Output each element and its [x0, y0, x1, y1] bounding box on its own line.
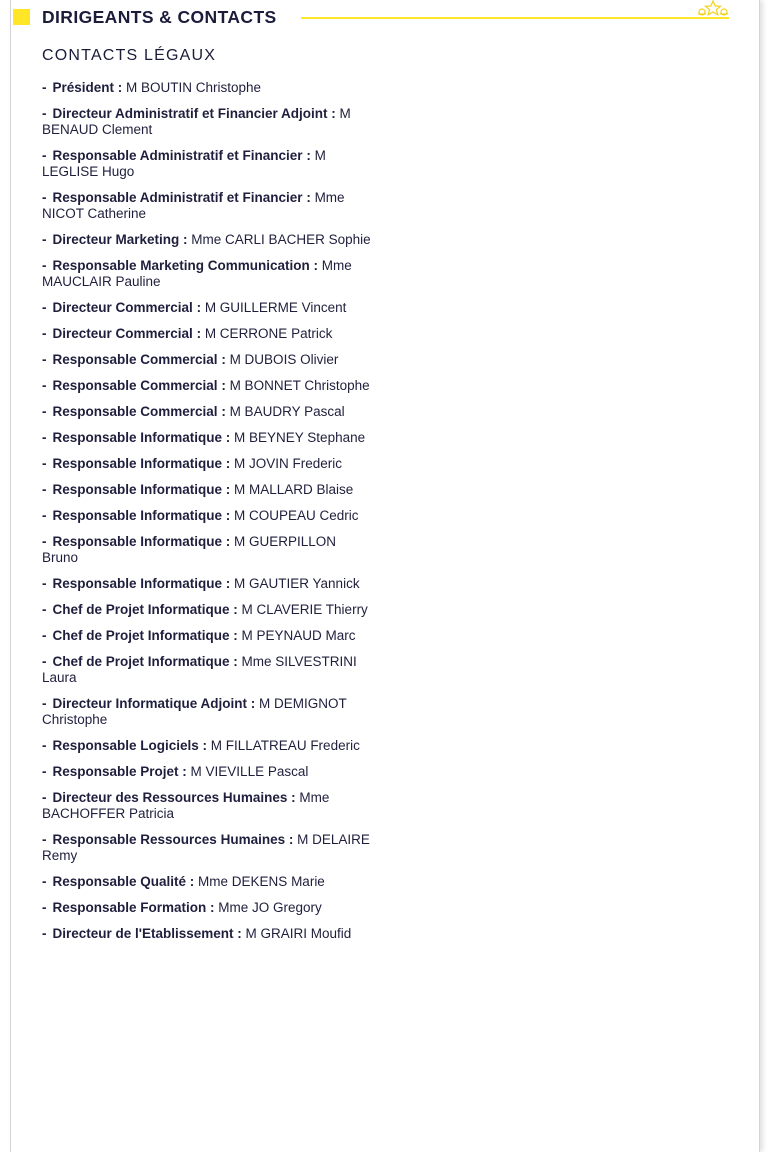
- stars-icon: [696, 0, 730, 18]
- role-separator: :: [198, 738, 211, 753]
- contact-name: M COUPEAU Cedric: [234, 508, 359, 523]
- contact-name: M DELAIRE Remy: [42, 832, 370, 863]
- contact-item: [42, 790, 374, 822]
- contact-item: [42, 106, 374, 138]
- bullet-dash: -: [42, 232, 47, 247]
- contact-role: Directeur Marketing: [52, 232, 180, 247]
- contact-role: Chef de Projet Informatique: [52, 602, 230, 617]
- contact-name: M BEYNEY Stephane: [234, 430, 366, 445]
- contact-role: Directeur de l'Etablissement: [52, 926, 234, 941]
- contact-role: Responsable Marketing Communication: [52, 258, 310, 273]
- role-separator: :: [229, 628, 242, 643]
- contact-name: M MALLARD Blaise: [234, 482, 354, 497]
- role-separator: :: [233, 926, 246, 941]
- bullet-dash: -: [42, 300, 47, 315]
- contact-role: Responsable Informatique: [52, 508, 223, 523]
- contact-name: M BAUDRY Pascal: [229, 404, 345, 419]
- role-separator: :: [178, 764, 191, 779]
- role-separator: :: [217, 378, 230, 393]
- contact-role: Responsable Informatique: [52, 576, 223, 591]
- bullet-dash: -: [42, 148, 47, 163]
- contact-name: M BOUTIN Christophe: [126, 80, 262, 95]
- contact-role: Responsable Informatique: [52, 456, 223, 471]
- contact-item: [42, 654, 374, 686]
- contact-item: [42, 738, 374, 754]
- contact-name: Mme JO Gregory: [218, 900, 322, 915]
- contact-name: M GUILLERME Vincent: [204, 300, 347, 315]
- bullet-dash: -: [42, 696, 47, 711]
- contact-item: [42, 926, 374, 942]
- role-separator: :: [287, 790, 300, 805]
- contact-item: [42, 148, 374, 180]
- role-separator: :: [222, 482, 235, 497]
- contact-name: M VIEVILLE Pascal: [190, 764, 309, 779]
- role-separator: :: [309, 258, 322, 273]
- bullet-dash: -: [42, 534, 47, 549]
- contact-item: [42, 300, 374, 316]
- section-subtitle: CONTACTS LÉGAUX: [42, 47, 217, 64]
- bullet-dash: -: [42, 352, 47, 367]
- contact-item: [42, 696, 374, 728]
- contact-name: M FILLATREAU Frederic: [210, 738, 360, 753]
- contact-role: Responsable Informatique: [52, 430, 223, 445]
- role-separator: :: [179, 232, 192, 247]
- contact-role: Chef de Projet Informatique: [52, 654, 230, 669]
- contact-item: [42, 764, 374, 780]
- contact-role: Responsable Informatique: [52, 534, 223, 549]
- bullet-dash: -: [42, 378, 47, 393]
- role-separator: :: [222, 576, 235, 591]
- contact-name: M BENAUD Clement: [42, 106, 351, 137]
- bullet-dash: -: [42, 508, 47, 523]
- bullet-dash: -: [42, 926, 47, 941]
- role-separator: :: [222, 508, 235, 523]
- bullet-dash: -: [42, 738, 47, 753]
- contact-item: [42, 80, 374, 96]
- contact-name: Mme MAUCLAIR Pauline: [42, 258, 352, 289]
- role-separator: :: [229, 654, 242, 669]
- role-separator: :: [192, 326, 205, 341]
- role-separator: :: [222, 456, 235, 471]
- bullet-dash: -: [42, 790, 47, 805]
- role-separator: :: [217, 404, 230, 419]
- contact-role: Responsable Administratif et Financier: [52, 190, 303, 205]
- contact-item: [42, 482, 374, 498]
- contact-role: Chef de Projet Informatique: [52, 628, 230, 643]
- contact-role: Président: [52, 80, 115, 95]
- role-separator: :: [186, 874, 199, 889]
- contact-item: [42, 190, 374, 222]
- contact-role: Responsable Formation: [52, 900, 207, 915]
- bullet-dash: -: [42, 190, 47, 205]
- bullet-dash: -: [42, 326, 47, 341]
- contact-role: Responsable Ressources Humaines: [52, 832, 286, 847]
- contact-item: [42, 352, 374, 368]
- contact-role: Responsable Informatique: [52, 482, 223, 497]
- bullet-dash: -: [42, 764, 47, 779]
- contact-name: M JOVIN Frederic: [234, 456, 343, 471]
- contact-role: Directeur Commercial: [52, 326, 193, 341]
- title-divider: [301, 17, 729, 19]
- contact-item: [42, 602, 374, 618]
- role-separator: :: [302, 190, 315, 205]
- role-separator: :: [192, 300, 205, 315]
- contact-name: Mme NICOT Catherine: [42, 190, 345, 221]
- contact-name: M DUBOIS Olivier: [229, 352, 339, 367]
- role-separator: :: [206, 900, 219, 915]
- contact-role: Responsable Commercial: [52, 352, 218, 367]
- contact-item: [42, 456, 374, 472]
- role-separator: :: [217, 352, 230, 367]
- bullet-dash: -: [42, 602, 47, 617]
- bullet-dash: -: [42, 900, 47, 915]
- contact-list: [42, 80, 374, 952]
- contact-item: [42, 258, 374, 290]
- contact-name: M CLAVERIE Thierry: [241, 602, 368, 617]
- role-separator: :: [327, 106, 340, 121]
- bullet-dash: -: [42, 576, 47, 591]
- bullet-dash: -: [42, 258, 47, 273]
- bullet-dash: -: [42, 106, 47, 121]
- contact-item: [42, 404, 374, 420]
- contact-item: [42, 508, 374, 524]
- contact-role: Directeur Administratif et Financier Adjoint: [52, 106, 328, 121]
- bullet-dash: -: [42, 654, 47, 669]
- contact-name: Mme BACHOFFER Patricia: [42, 790, 330, 821]
- contact-name: M GAUTIER Yannick: [234, 576, 360, 591]
- bullet-dash: -: [42, 404, 47, 419]
- contact-role: Responsable Projet: [52, 764, 179, 779]
- contact-role: Directeur des Ressources Humaines: [52, 790, 288, 805]
- contact-role: Responsable Qualité: [52, 874, 187, 889]
- role-separator: :: [222, 430, 235, 445]
- contact-item: [42, 874, 374, 890]
- contacts-card: [10, 0, 760, 1152]
- contact-item: [42, 326, 374, 342]
- contact-item: [42, 576, 374, 592]
- section-title: DIRIGEANTS & CONTACTS: [42, 7, 277, 27]
- bullet-dash: -: [42, 430, 47, 445]
- contact-role: Directeur Informatique Adjoint: [52, 696, 248, 711]
- role-separator: :: [247, 696, 260, 711]
- contact-name: M CERRONE Patrick: [204, 326, 333, 341]
- bullet-dash: -: [42, 482, 47, 497]
- contact-item: [42, 628, 374, 644]
- contact-role: Responsable Commercial: [52, 404, 218, 419]
- role-separator: :: [114, 80, 127, 95]
- contact-name: M GUERPILLON Bruno: [42, 534, 337, 565]
- bullet-dash: -: [42, 628, 47, 643]
- role-separator: :: [229, 602, 242, 617]
- contact-name: Mme CARLI BACHER Sophie: [191, 232, 371, 247]
- contact-role: Directeur Commercial: [52, 300, 193, 315]
- bullet-dash: -: [42, 874, 47, 889]
- contact-item: [42, 534, 374, 566]
- section-marker-icon: [13, 9, 30, 25]
- section-header: [11, 0, 759, 36]
- bullet-dash: -: [42, 832, 47, 847]
- role-separator: :: [285, 832, 298, 847]
- contact-name: Mme SILVESTRINI Laura: [42, 654, 357, 685]
- contact-name: M BONNET Christophe: [229, 378, 370, 393]
- contact-item: [42, 430, 374, 446]
- contact-role: Responsable Administratif et Financier: [52, 148, 303, 163]
- contact-item: [42, 832, 374, 864]
- role-separator: :: [222, 534, 235, 549]
- bullet-dash: -: [42, 456, 47, 471]
- contact-name: M PEYNAUD Marc: [241, 628, 356, 643]
- contact-name: M DEMIGNOT Christophe: [42, 696, 347, 727]
- contact-name: Mme DEKENS Marie: [198, 874, 325, 889]
- contact-name: M GRAIRI Moufid: [245, 926, 352, 941]
- contact-name: M LEGLISE Hugo: [42, 148, 326, 179]
- bullet-dash: -: [42, 80, 47, 95]
- contact-item: [42, 378, 374, 394]
- contact-role: Responsable Commercial: [52, 378, 218, 393]
- role-separator: :: [302, 148, 315, 163]
- contact-item: [42, 232, 374, 248]
- contact-item: [42, 900, 374, 916]
- contact-role: Responsable Logiciels: [52, 738, 199, 753]
